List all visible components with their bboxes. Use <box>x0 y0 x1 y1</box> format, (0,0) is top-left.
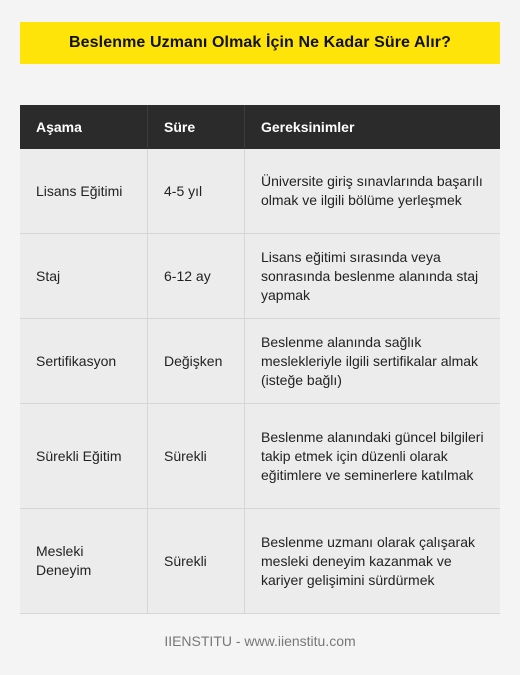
table-row <box>20 234 500 319</box>
page-title: Beslenme Uzmanı Olmak İçin Ne Kadar Süre Alır? <box>20 22 500 64</box>
cell-duration: 6-12 ay <box>148 234 245 318</box>
cell-requirements: Lisans eğitimi sırasında veya sonrasında beslenme alanında staj yapmak <box>261 248 479 303</box>
table-row <box>20 149 500 234</box>
header-cell-requirements: Gereksinimler <box>261 118 355 135</box>
table-row <box>20 509 500 614</box>
cell-duration: Sürekli <box>148 509 245 613</box>
cell-duration: Sürekli <box>148 404 245 508</box>
cell-stage: Lisans Eğitimi <box>20 149 148 233</box>
cell-duration: Değişken <box>148 319 245 403</box>
cell-requirements: Beslenme alanındaki güncel bilgileri takip etmek için düzenli olarak eğitimlere ve seminerlere katılmak <box>261 428 484 483</box>
table-row <box>20 404 500 509</box>
cell-requirements: Üniversite giriş sınavlarında başarılı olmak ve ilgili bölüme yerleşmek <box>261 173 483 208</box>
cell-requirements: Beslenme alanında sağlık meslekleriyle ilgili sertifikalar almak (isteğe bağlı) <box>261 333 479 388</box>
cell-stage: Sertifikasyon <box>20 319 148 403</box>
cell-requirements: Beslenme uzmanı olarak çalışarak mesleki deneyim kazanmak ve kariyer gelişimini sürdürmek <box>261 533 475 588</box>
table-header-row <box>20 105 500 149</box>
cell-stage: Staj <box>20 234 148 318</box>
footer-credit: IIENSTITU - www.iienstitu.com <box>164 633 356 649</box>
cell-duration: 4-5 yıl <box>148 149 245 233</box>
header-cell-stage: Aşama <box>20 105 148 149</box>
stages-table <box>20 105 500 614</box>
cell-stage: Mesleki Deneyim <box>20 509 148 613</box>
table-row <box>20 319 500 404</box>
header-cell-duration: Süre <box>148 105 245 149</box>
cell-stage: Sürekli Eğitim <box>20 404 148 508</box>
